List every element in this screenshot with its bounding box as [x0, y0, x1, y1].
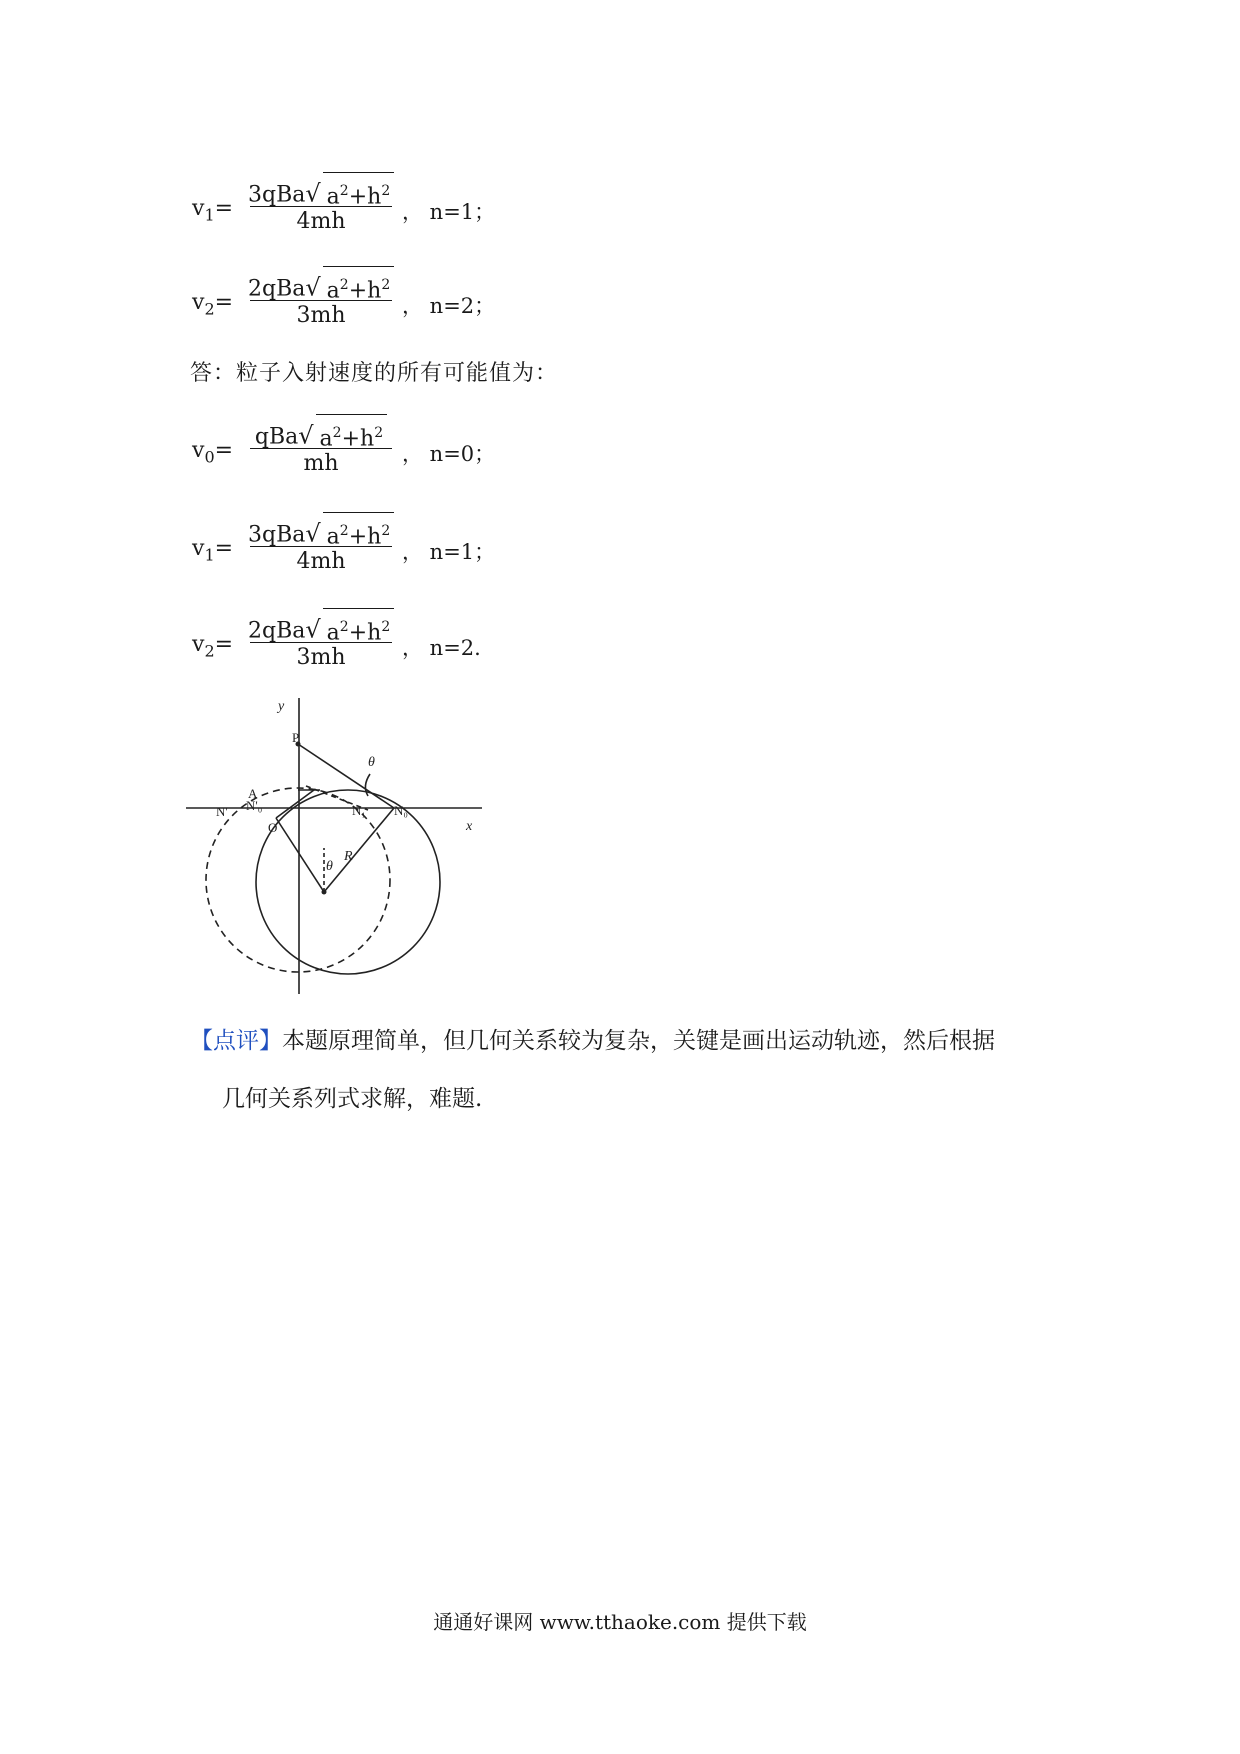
line-to-a [276, 790, 314, 818]
label-n-prime: N' [216, 804, 228, 819]
answer-statement: 答：粒子入射速度的所有可能值为： [190, 361, 559, 386]
label-n1: N₁ [352, 803, 366, 818]
solid-trajectory-circle [256, 790, 440, 974]
label-a: A [248, 786, 258, 801]
page-footer: 通通好课网 www.tthaoke.com 提供下载 [433, 1610, 807, 1634]
label-p: P [292, 730, 300, 745]
fraction: 2qBa√ $a^2+h^2$ 3mh [248, 606, 394, 673]
fraction: 3qBa√ $a^2+h^2$ 4mh [248, 510, 394, 577]
point-center [322, 890, 327, 895]
label-r: R [344, 849, 353, 864]
fraction: qBa√ $a^2+h^2$ mh [248, 412, 394, 479]
label-y: y [278, 699, 285, 714]
label-theta-center: θ [326, 859, 333, 874]
label-theta-top: θ [368, 755, 375, 770]
fraction: 3qBa√ $a^2+h^2$ 4mh [248, 170, 394, 237]
radius-r [324, 808, 394, 892]
label-x: x [466, 819, 473, 834]
remark: 【点评】本题原理简单，但几何关系较为复杂，关键是画出运动轨迹，然后根据 几何关系列式求解，难题. [190, 1028, 995, 1112]
line-center-to-o [276, 818, 324, 892]
remark-tag: 【点评】 [190, 1028, 282, 1054]
label-n0: N₀ [394, 803, 408, 818]
label-o: O [268, 820, 278, 835]
fraction: 2qBa√ $a^2+h^2$ 3mh [248, 264, 394, 331]
line-p-to-n0 [298, 744, 394, 808]
label-n0-prime: N'₀ [246, 798, 263, 813]
trajectory-diagram [186, 690, 486, 1000]
